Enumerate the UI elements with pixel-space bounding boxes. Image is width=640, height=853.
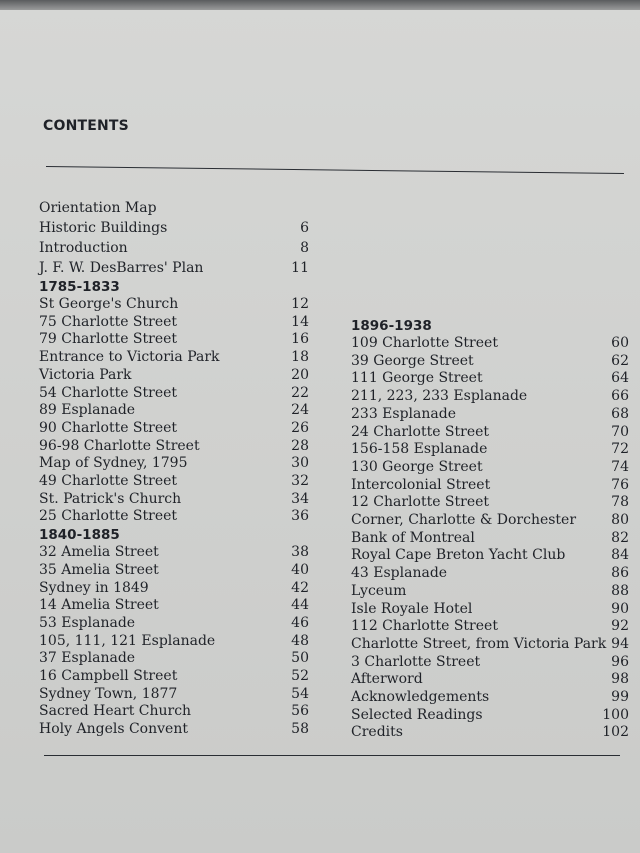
entry-title: J. F. W. DesBarres' Plan — [39, 260, 204, 276]
toc-entry — [39, 544, 309, 562]
toc-entry — [351, 370, 629, 388]
intro-list — [39, 198, 309, 278]
toc-entry — [351, 565, 629, 583]
toc-entry — [39, 438, 309, 456]
toc-entry — [39, 367, 309, 385]
entry-page: 74 — [611, 458, 629, 475]
toc-entry — [351, 636, 629, 654]
entry-title: St George's Church — [39, 296, 179, 312]
entry-title: 32 Amelia Street — [39, 544, 159, 561]
entry-page: 60 — [611, 335, 629, 351]
toc-left-column — [39, 198, 309, 739]
entry-title: Holy Angels Convent — [39, 721, 188, 738]
entry-page: 70 — [611, 423, 629, 440]
entry-title: 75 Charlotte Street — [39, 313, 178, 330]
entry-page: 88 — [611, 582, 629, 599]
entry-title: 96-98 Charlotte Street — [39, 437, 200, 454]
entry-title: Credits — [351, 724, 403, 741]
toc-entry — [39, 238, 309, 258]
toc-entry — [39, 508, 309, 526]
entry-page: 28 — [291, 437, 309, 454]
entry-title: 16 Campbell Street — [39, 668, 178, 685]
entry-page: 96 — [611, 653, 629, 670]
page-title: CONTENTS — [43, 118, 129, 134]
entry-title: Bank of Montreal — [351, 529, 475, 546]
entry-title: St. Patrick's Church — [39, 490, 182, 507]
section-heading: 1785-1833 — [39, 279, 120, 295]
entry-page: 80 — [611, 512, 629, 529]
entry-page: 99 — [611, 689, 629, 706]
toc-entry — [351, 353, 629, 371]
toc-entry — [351, 654, 629, 672]
entry-page: 38 — [291, 544, 309, 561]
entry-title: Selected Readings — [351, 706, 483, 723]
toc-entry — [351, 512, 629, 530]
entry-title: 89 Esplanade — [39, 402, 136, 419]
entry-title: Acknowledgements — [351, 689, 490, 706]
entry-title: 105, 111, 121 Esplanade — [39, 632, 216, 649]
entry-title: Lyceum — [351, 582, 407, 599]
entry-title: Map of Sydney, 1795 — [39, 455, 188, 472]
toc-entry — [39, 650, 309, 668]
toc-entry — [39, 402, 309, 420]
section-list-1785 — [39, 296, 309, 526]
entry-page: 40 — [291, 561, 309, 578]
entry-page: 100 — [602, 706, 629, 723]
entry-page: 82 — [611, 529, 629, 546]
entry-title: Charlotte Street, from Victoria Park — [351, 635, 607, 652]
entry-page: 56 — [291, 703, 309, 720]
page-top-edge — [0, 0, 640, 10]
toc-entry — [39, 703, 309, 721]
entry-title: 90 Charlotte Street — [39, 419, 178, 436]
toc-entry — [39, 562, 309, 580]
entry-title: 37 Esplanade — [39, 650, 136, 667]
section-heading: 1896-1938 — [351, 318, 432, 334]
toc-entry — [351, 583, 629, 601]
entry-title: Orientation Map — [39, 200, 157, 216]
toc-entry — [351, 335, 629, 353]
entry-page: 78 — [611, 494, 629, 511]
toc-entry — [351, 689, 629, 707]
section-list-1896 — [351, 335, 629, 742]
entry-page: 46 — [291, 614, 309, 631]
toc-entry — [351, 530, 629, 548]
entry-title: Corner, Charlotte & Dorchester — [351, 512, 577, 529]
entry-page: 14 — [291, 313, 309, 330]
toc-entry — [39, 668, 309, 686]
entry-page: 34 — [291, 490, 309, 507]
entry-page: 8 — [300, 240, 309, 256]
entry-title: 233 Esplanade — [351, 405, 456, 422]
entry-title: 24 Charlotte Street — [351, 423, 490, 440]
toc-entry — [39, 686, 309, 704]
toc-right-column — [351, 317, 629, 742]
entry-page: 26 — [291, 419, 309, 436]
toc-entry — [39, 296, 309, 314]
entry-page: 90 — [611, 600, 629, 617]
entry-title: Sydney Town, 1877 — [39, 685, 178, 702]
toc-entry — [351, 618, 629, 636]
entry-page: 36 — [291, 508, 309, 525]
entry-title: 3 Charlotte Street — [351, 653, 481, 670]
toc-entry — [39, 258, 309, 278]
entry-title: Entrance to Victoria Park — [39, 349, 220, 366]
entry-page: 58 — [291, 721, 309, 738]
toc-entry — [351, 388, 629, 406]
toc-entry — [39, 331, 309, 349]
entry-page: 30 — [291, 455, 309, 472]
bottom-rule — [44, 755, 620, 756]
toc-entry — [39, 597, 309, 615]
entry-title: Introduction — [39, 240, 128, 256]
toc-entry — [39, 615, 309, 633]
entry-page: 50 — [291, 650, 309, 667]
toc-entry — [39, 420, 309, 438]
entry-page: 6 — [300, 220, 309, 236]
toc-entry — [351, 671, 629, 689]
entry-title: Sydney in 1849 — [39, 579, 149, 596]
entry-title: 109 Charlotte Street — [351, 335, 498, 351]
entry-page: 68 — [611, 405, 629, 422]
top-rule — [46, 166, 624, 174]
entry-page: 42 — [291, 579, 309, 596]
entry-title: 49 Charlotte Street — [39, 473, 178, 490]
entry-title: 130 George Street — [351, 458, 483, 475]
entry-title: 39 George Street — [351, 352, 474, 369]
entry-title: Isle Royale Hotel — [351, 600, 473, 617]
entry-page: 12 — [291, 296, 309, 312]
toc-entry — [351, 724, 629, 742]
entry-page: 98 — [611, 671, 629, 688]
entry-title: Victoria Park — [39, 366, 132, 383]
entry-title: 111 George Street — [351, 370, 483, 387]
entry-title: 54 Charlotte Street — [39, 384, 178, 401]
toc-entry — [351, 424, 629, 442]
entry-page: 20 — [291, 366, 309, 383]
section-heading: 1840-1885 — [39, 527, 120, 544]
entry-title: 53 Esplanade — [39, 614, 136, 631]
toc-entry — [39, 198, 309, 218]
toc-entry — [351, 459, 629, 477]
entry-page: 48 — [291, 632, 309, 649]
entry-page: 86 — [611, 565, 629, 582]
entry-page: 84 — [611, 547, 629, 564]
entry-title: Afterword — [351, 671, 423, 688]
entry-page: 44 — [291, 597, 309, 614]
toc-entry — [351, 441, 629, 459]
section-list-1840 — [39, 544, 309, 739]
entry-title: Historic Buildings — [39, 220, 168, 236]
entry-page: 52 — [291, 668, 309, 685]
entry-title: Intercolonial Street — [351, 476, 491, 493]
toc-entry — [39, 218, 309, 238]
entry-page: 24 — [291, 402, 309, 419]
toc-entry — [351, 601, 629, 619]
toc-entry — [39, 455, 309, 473]
entry-page: 18 — [291, 349, 309, 366]
toc-entry — [351, 477, 629, 495]
toc-entry — [39, 349, 309, 367]
toc-entry — [39, 580, 309, 598]
toc-entry — [39, 491, 309, 509]
entry-page: 66 — [611, 388, 629, 405]
entry-page: 72 — [611, 441, 629, 458]
entry-title: 79 Charlotte Street — [39, 331, 178, 348]
entry-page: 32 — [291, 473, 309, 490]
entry-page: 11 — [291, 260, 309, 276]
entry-title: 12 Charlotte Street — [351, 494, 490, 511]
entry-page: 94 — [611, 635, 629, 652]
toc-entry — [39, 314, 309, 332]
entry-page: 92 — [611, 618, 629, 635]
entry-page: 76 — [611, 476, 629, 493]
toc-entry — [39, 385, 309, 403]
entry-title: 112 Charlotte Street — [351, 618, 498, 635]
entry-page: 54 — [291, 685, 309, 702]
entry-title: 43 Esplanade — [351, 565, 448, 582]
toc-entry — [39, 633, 309, 651]
entry-title: 156-158 Esplanade — [351, 441, 488, 458]
entry-title: 25 Charlotte Street — [39, 508, 178, 525]
entry-page: 62 — [611, 352, 629, 369]
toc-entry — [351, 547, 629, 565]
entry-title: 35 Amelia Street — [39, 561, 159, 578]
toc-entry — [351, 494, 629, 512]
entry-page: 64 — [611, 370, 629, 387]
entry-page: 16 — [291, 331, 309, 348]
entry-page: 22 — [291, 384, 309, 401]
toc-entry — [39, 473, 309, 491]
toc-entry — [351, 707, 629, 725]
entry-title: Sacred Heart Church — [39, 703, 192, 720]
entry-title: Royal Cape Breton Yacht Club — [351, 547, 566, 564]
toc-entry — [351, 406, 629, 424]
toc-entry — [39, 721, 309, 739]
entry-page: 102 — [602, 724, 629, 741]
entry-title: 211, 223, 233 Esplanade — [351, 388, 528, 405]
entry-title: 14 Amelia Street — [39, 597, 159, 614]
